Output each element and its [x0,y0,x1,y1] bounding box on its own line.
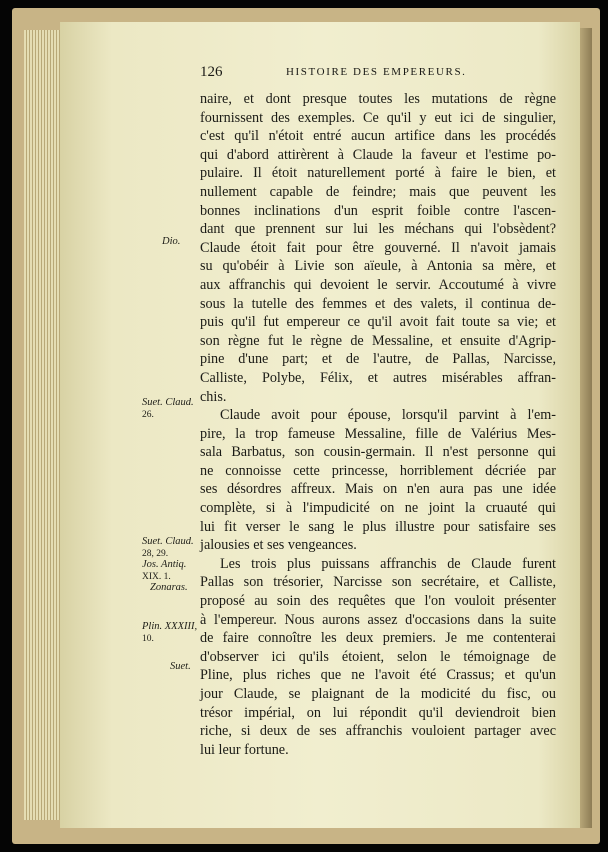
side-note-suet-claud: Suet. Claud. [142,397,194,408]
text-line: pire, la trop fameuse Messaline, fille de Valérius Mes- [200,425,556,442]
side-note-ref: 26. [142,410,154,420]
binding-edge [580,28,592,828]
text-line: jour Claude, se plaignant de la modicité du fisc, ou [200,686,556,702]
side-note-suet-claud: Suet. Claud. [142,536,194,547]
text-line: puis qu'il fut empereur ce qu'il avoit fait toute sa vie; et [200,314,556,331]
side-note-suet: Suet. [170,661,191,672]
text-line: Claude étoit fait pour être gouverné. Il n'avoit jamais [200,239,556,256]
text-line: fournissent des exemples. Ce qu'il y eut ici de singulier, [200,109,556,126]
text-line: aux affranchis qui devoient le servir. Accoutumé à vivre [200,276,556,293]
text-line: à l'empereur. Nous aurons assez d'occasions dans la suite [200,611,556,628]
text-line: Pallas son trésorier, Narcisse son secrétaire, et Calliste, [200,574,556,591]
text-line: bonnes inclinations d'un esprit foible contre l'ascen- [200,202,556,219]
side-note-dio: Dio. [162,236,181,247]
text-line: d'observer ici qu'ils étoient, selon le témoignage de [200,648,556,665]
text-line: ses désordres affreux. Mais on n'en aura pas une idée [200,481,556,498]
side-note-plin: Plin. XXXIII, [142,621,198,632]
text-line: jalousies et ses vengeances. [200,537,357,554]
side-note-zonaras: Zonaras. [150,582,188,593]
text-line: lui fit verser le sang le plus illustre pour satisfaire ses [200,518,556,535]
text-line: dant que prennent sur lui les méchans qui l'obsèdent? [200,221,556,238]
text-line: riche, si deux de ses affranchis vouloient partager avec [200,723,556,740]
text-line: Les trois plus puissans affranchis de Claude furent [220,555,556,572]
text-line: sous la tutelle des femmes et des valets, il continua de- [200,295,556,312]
body-text [200,90,556,759]
side-note-ref: XIX. 1. [142,572,171,582]
running-title: HISTOIRE DES EMPEREURS. [286,66,467,78]
side-note-ref: 10. [142,634,154,644]
text-line: pine d'une part; et de l'autre, de Pallas, Narcisse, [200,351,556,368]
text-line: Claude avoit pour épouse, lorsqu'il parvint à l'em- [220,407,556,424]
text-line: nullement capable de feindre; mais que peuvent les [200,183,556,200]
text-line: proposé au soin des requêtes que l'on vouloit présenter [200,593,556,610]
text-line: complète, si à l'impudicité on ne joint la cruauté qui [200,500,556,517]
text-line: trésor impérial, on lui répondit qu'il deviendroit bien [200,704,556,721]
text-line: sala Barbatus, son cousin-germain. Il n'est personne qui [200,444,556,461]
text-line: lui leur fortune. [200,741,289,758]
text-line: qui d'abord attirèrent à Claude la faveur et l'estime po- [200,146,556,163]
text-line: Calliste, Polybe, Félix, et autres misérables affran- [200,369,556,386]
text-line: pulaire. Il étoit naturellement porté à faire le bien, et [200,165,556,182]
text-line: chis. [200,388,227,405]
page-number: 126 [200,64,223,80]
side-note-ref: 28, 29. [142,549,169,559]
page-header [200,64,580,84]
side-note-jos-antiq: Jos. Antiq. [142,559,187,570]
text-line: ne connoisse cette princesse, horriblement décriée par [200,462,556,479]
text-line: su qu'obéir à Livie son aïeule, à Antonia sa mère, et [200,258,556,275]
text-line: son règne fut le règne de Messaline, et ensuite d'Agrip- [200,332,556,349]
text-line: Pline, plus riches que ne l'avoit été Crassus; et qu'un [200,667,556,684]
text-line: c'est qu'il n'étoit entré aucun artifice dans les procédés [200,128,556,145]
text-line: de faire connoître les deux premiers. Je me contenterai [200,630,556,647]
text-line: naire, et dont presque toutes les mutations de règne [200,91,556,107]
